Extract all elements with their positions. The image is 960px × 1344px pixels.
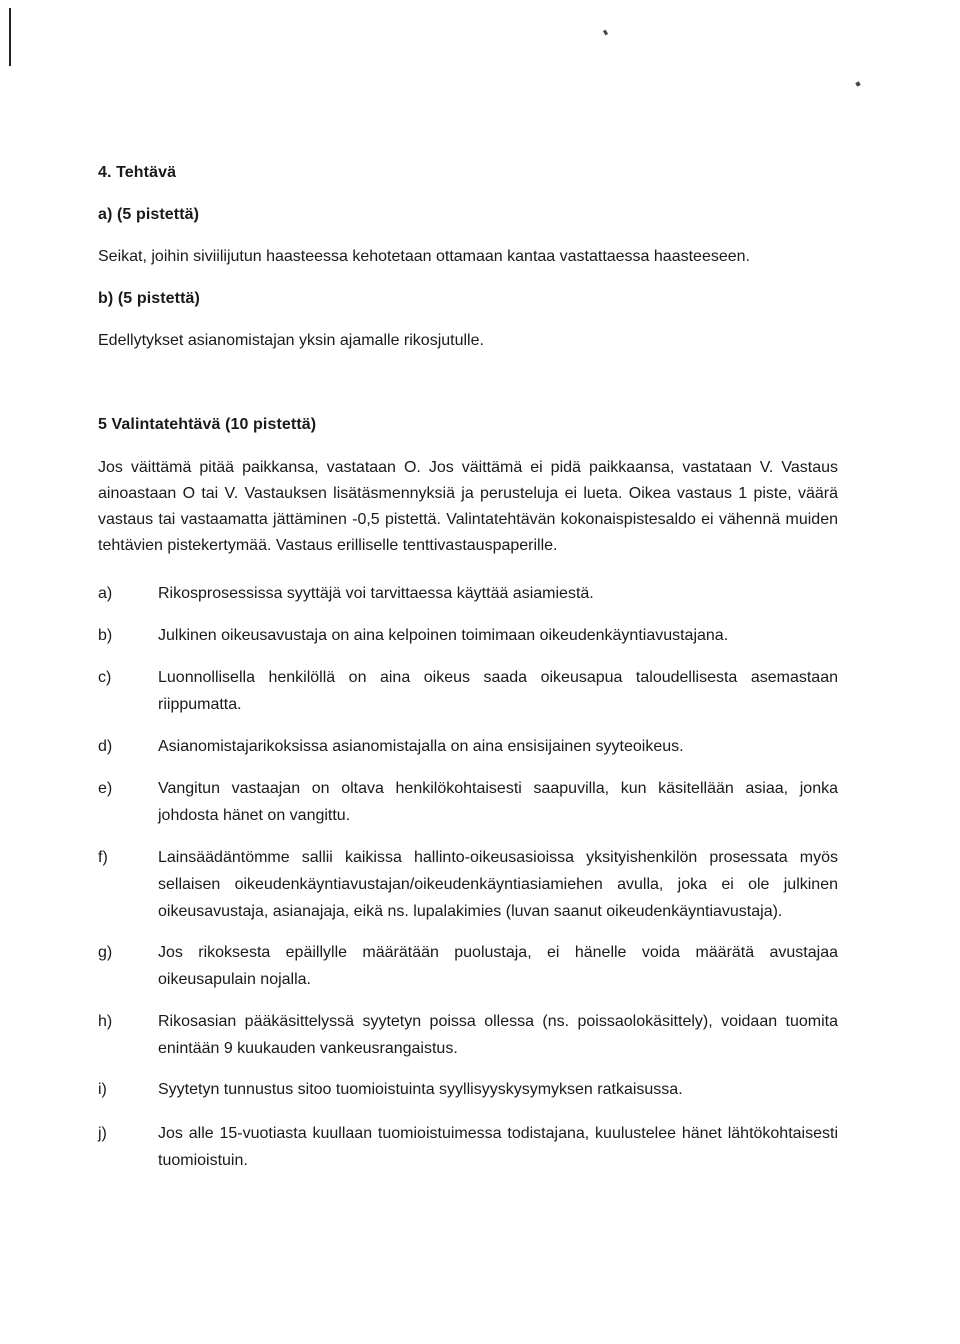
list-item-text: Jos alle 15-vuotiasta kuullaan tuomioistuimessa todistajana, kuulustelee hänet lähtökohtaisesti tuomioistuin. [158, 1125, 838, 1169]
list-item-j [98, 1120, 838, 1174]
list-marker: h) [98, 1013, 113, 1030]
list-marker: b) [98, 627, 113, 644]
list-item-text: Syytetyn tunnustus sitoo tuomioistuinta syyllisyyskysymyksen ratkaisussa. [158, 1081, 683, 1098]
list-item-text: Vangitun vastaajan on oltava henkilökohtaisesti saapuvilla, kun käsitellään asiaa, jonka johdosta hänet on vangittu. [158, 780, 838, 824]
list-item-h [98, 1008, 838, 1062]
task4-part-a-text: Seikat, joihin siviilijutun haasteessa kehotetaan ottamaan kantaa vastattaessa haasteeseen. [98, 248, 750, 265]
task5-instructions: Jos väittämä pitää paikkansa, vastataan O. Jos väittämä ei pidä paikkaansa, vastataan V. Vastaus ainoastaan O tai V. Vastauksen lisätäsmennyksiä ja perusteluja ei lueta. Oikea vastaus 1 piste, väärä vastaus tai vastaamatta jättäminen -0,5 pistettä. Valintatehtävän kokonaispistesaldo ei vähennä muiden tehtävien pistekertymää. Vastaus erilliselle tenttivastauspaperille. [98, 459, 838, 554]
list-item-c [98, 664, 838, 718]
task5-title: 5 Valintatehtävä (10 pistettä) [98, 416, 317, 433]
list-marker: c) [98, 669, 112, 686]
list-item-e [98, 775, 838, 829]
list-marker: a) [98, 585, 113, 602]
list-marker: e) [98, 780, 113, 797]
list-item-text: Luonnollisella henkilöllä on aina oikeus saada oikeusapua taloudellisesta asemastaan riippumatta. [158, 669, 838, 713]
task4-part-a-label: a) (5 pistettä) [98, 206, 200, 223]
scan-speck [603, 30, 608, 36]
list-item-i [98, 1076, 838, 1103]
list-item-g [98, 939, 838, 993]
list-item-text: Rikosasian pääkäsittelyssä syytetyn poissa ollessa (ns. poissaolokäsittely), voidaan tuomita enintään 9 kuukauden vankeusrangaistus. [158, 1013, 838, 1057]
list-item-text: Lainsäädäntömme sallii kaikissa hallinto-oikeusasioissa yksityishenkilön prosessata myös sellaisen oikeudenkäyntiavustajan/oikeudenkäyntiasiamiehen avulla, joka ei ole julkinen oikeusavustaja, asianajaja, eikä ns. lupalakimies (luvan saanut oikeudenkäyntiavustaja). [158, 849, 838, 920]
task4-title: 4. Tehtävä [98, 164, 177, 181]
list-item-b [98, 622, 838, 649]
task4-part-b-label: b) (5 pistettä) [98, 290, 200, 307]
task4-part-b-text: Edellytykset asianomistajan yksin ajamalle rikosjutulle. [98, 332, 484, 349]
list-item-text: Asianomistajarikoksissa asianomistajalla on aina ensisijainen syyteoikeus. [158, 738, 684, 755]
scan-edge-mark [9, 8, 11, 66]
scan-speck [855, 81, 860, 86]
list-marker: d) [98, 738, 113, 755]
list-marker: g) [98, 944, 113, 961]
list-item-d [98, 733, 838, 760]
list-marker: j) [98, 1125, 107, 1142]
list-item-text: Rikosprosessissa syyttäjä voi tarvittaessa käyttää asiamiestä. [158, 585, 594, 602]
list-item-text: Jos rikoksesta epäillylle määrätään puolustaja, ei hänelle voida määrätä avustajaa oikeusapulain nojalla. [158, 944, 838, 988]
list-marker: i) [98, 1081, 107, 1098]
list-item-a [98, 580, 838, 607]
list-item-text: Julkinen oikeusavustaja on aina kelpoinen toimimaan oikeudenkäyntiavustajana. [158, 627, 729, 644]
list-marker: f) [98, 849, 108, 866]
list-item-f [98, 844, 838, 925]
